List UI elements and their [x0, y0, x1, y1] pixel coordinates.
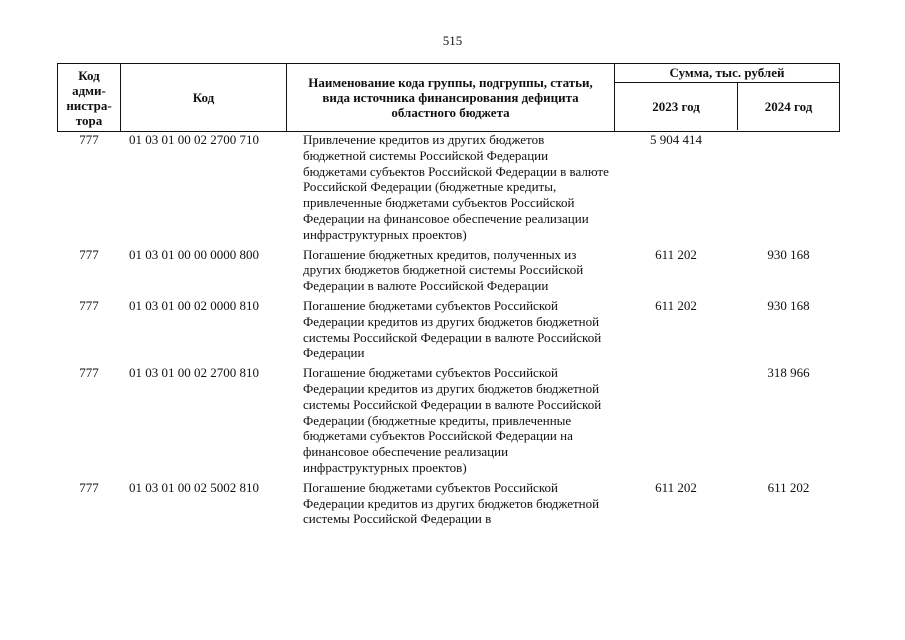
table-row	[57, 480, 840, 527]
header-year-2024: 2024 год	[764, 98, 813, 114]
table-row	[57, 365, 840, 476]
cell-2024: 930 168	[767, 297, 810, 313]
cell-2023: 611 202	[655, 246, 697, 262]
cell-admin: 777	[79, 479, 99, 495]
table-header	[57, 63, 840, 132]
cell-2023: 611 202	[655, 479, 697, 495]
cell-2023: 5 904 414	[650, 132, 702, 147]
cell-code: 01 03 01 00 02 2700 710	[129, 132, 259, 147]
cell-admin: 777	[79, 365, 99, 381]
header-name: Наименование кода группы, подгруппы, статьи, вида источника финансирования дефицита областного бюджета	[287, 64, 615, 131]
cell-code: 01 03 01 00 02 5002 810	[129, 479, 259, 495]
header-year-2023: 2023 год	[615, 83, 738, 130]
cell-2023: 611 202	[655, 297, 697, 313]
header-admin-code: Код адми-нистра-тора	[57, 64, 121, 131]
cell-name: Погашение бюджетами субъектов Российской Федерации кредитов из других бюджетов бюджетной системы Российской Федерации в валюте Российской Федерации	[303, 297, 602, 361]
table-row	[57, 247, 840, 294]
cell-code: 01 03 01 00 02 2700 810	[129, 365, 259, 381]
page-number: 515	[442, 33, 463, 48]
cell-name: Привлечение кредитов из других бюджетов бюджетной системы Российской Федерации бюджетами субъектов Российской Федерации в валюте Российской Федерации (бюджетные кредиты, привлеченные бюджетами субъектов Российской Федерации на финансовое обеспечение реализации инфраструктурных проектов)	[303, 132, 609, 242]
header-code: Код	[121, 64, 287, 131]
table-row	[57, 132, 840, 243]
budget-table	[57, 63, 840, 527]
cell-2024: 318 966	[767, 365, 810, 381]
cell-code: 01 03 01 00 02 0000 810	[129, 297, 259, 313]
table-body	[57, 132, 840, 527]
cell-name: Погашение бюджетных кредитов, полученных из других бюджетов бюджетной системы Российской Федерации в валюте Российской Федерации	[303, 246, 584, 294]
header-sum: Сумма, тыс. рублей	[615, 64, 839, 83]
header-sum-group	[615, 64, 840, 131]
cell-2024: 930 168	[767, 246, 810, 262]
cell-2023	[615, 365, 737, 476]
cell-admin: 777	[79, 132, 99, 147]
header-years	[615, 83, 839, 130]
cell-2024: 611 202	[767, 479, 810, 495]
table-row	[57, 298, 840, 361]
cell-2024	[737, 132, 840, 243]
cell-code: 01 03 01 00 00 0000 800	[129, 246, 259, 262]
cell-name: Погашение бюджетами субъектов Российской Федерации кредитов из других бюджетов бюджетной системы Российской Федерации в	[303, 479, 600, 527]
cell-name: Погашение бюджетами субъектов Российской Федерации кредитов из других бюджетов бюджетной системы Российской Федерации в валюте Российской Федерации (бюджетные кредиты, привлеченные бюджетами субъектов Российской Федерации на финансовое обеспечение реализации инфраструктурных проектов)	[303, 365, 602, 475]
cell-admin: 777	[79, 246, 99, 262]
cell-admin: 777	[79, 297, 99, 313]
